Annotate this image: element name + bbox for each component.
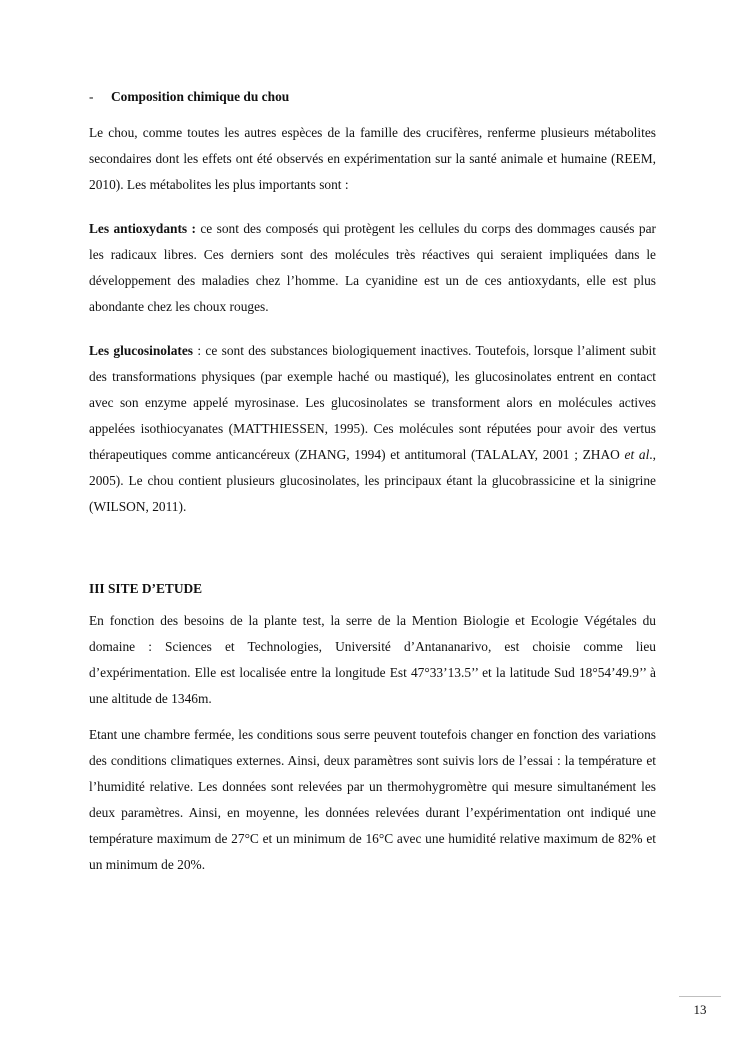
site-paragraph-1: En fonction des besoins de la plante test, la serre de la Mention Biologie et Ecologie Végétales du domaine : Sciences et Technologies, Université d’Antananarivo, est choisie comme lieu d’expérimentation. Elle est localisée entre la longitude Est 47°33’13.5’’ et la latitude Sud 18°54’49.9’’ à une altitude de 1346m. (89, 613, 656, 706)
bullet-heading (89, 86, 289, 108)
page-number: 13 (693, 1002, 707, 1017)
glucosinolates-text-2: ., 2005). Le chou contient plusieurs glucosinolates, les principaux étant la glucobrassicine et la sinigrine (WILSON, 2011). (89, 447, 656, 514)
glucosinolates-block (89, 338, 656, 520)
bullet-heading-title: Composition chimique du chou (111, 89, 290, 104)
intro-paragraph: Le chou, comme toutes les autres espèces de la famille des crucifères, renferme plusieurs métabolites secondaires dont les effets ont été observés en expérimentation sur la santé animale et humaine (REEM, 2010). Les métabolites les plus importants sont : (89, 125, 656, 192)
glucosinolates-term: Les glucosinolates (89, 343, 194, 358)
glucosinolates-paragraph (89, 338, 656, 520)
footer-divider (679, 996, 721, 997)
antioxydants-text: ce sont des composés qui protègent les cellules du corps des dommages causés par les radicaux libres. Ces derniers sont des molécules très réactives qui seraient impliquées dans le développement des maladies chez l’homme. La cyanidine est un de ces antioxydants, elle est plus abondante chez les choux rouges. (89, 221, 656, 314)
site-block-1 (89, 608, 656, 712)
antioxydants-block (89, 216, 656, 320)
bullet-dash: - (89, 89, 94, 104)
intro-block (89, 120, 656, 198)
section-title: III SITE D’ETUDE (89, 581, 203, 596)
glucosinolates-text-1: : ce sont des substances biologiquement inactives. Toutefois, lorsque l’aliment subit des transformations physiques (par exemple haché ou mastiqué), les glucosinolates entrent en contact avec son enzyme appelé myrosinase. Les glucosinolates se transforment alors en molécules actives appelées isothiocyanates (MATTHIESSEN, 1995). Ces molécules sont réputées pour avoir des vertus thérapeutiques comme anticancéreux (ZHANG, 1994) et antitumoral (TALALAY, 2001 ; ZHAO (89, 343, 657, 462)
antioxydants-paragraph (89, 216, 656, 320)
glucosinolates-etal: et al (624, 447, 650, 462)
site-paragraph-2: Etant une chambre fermée, les conditions sous serre peuvent toutefois changer en fonction des variations des conditions climatiques externes. Ainsi, deux paramètres sont suivis lors de l’essai : la température et l’humidité relative. Les données sont relevées par un thermohygromètre qui mesure simultanément les deux paramètres. Ainsi, en moyenne, les données relevées durant l’expérimentation ont indiqué une température maximum de 27°C et un minimum de 16°C avec une humidité relative maximum de 82% et un minimum de 20%. (89, 727, 656, 872)
site-block-2 (89, 722, 656, 878)
antioxydants-term: Les antioxydants : (89, 221, 196, 236)
